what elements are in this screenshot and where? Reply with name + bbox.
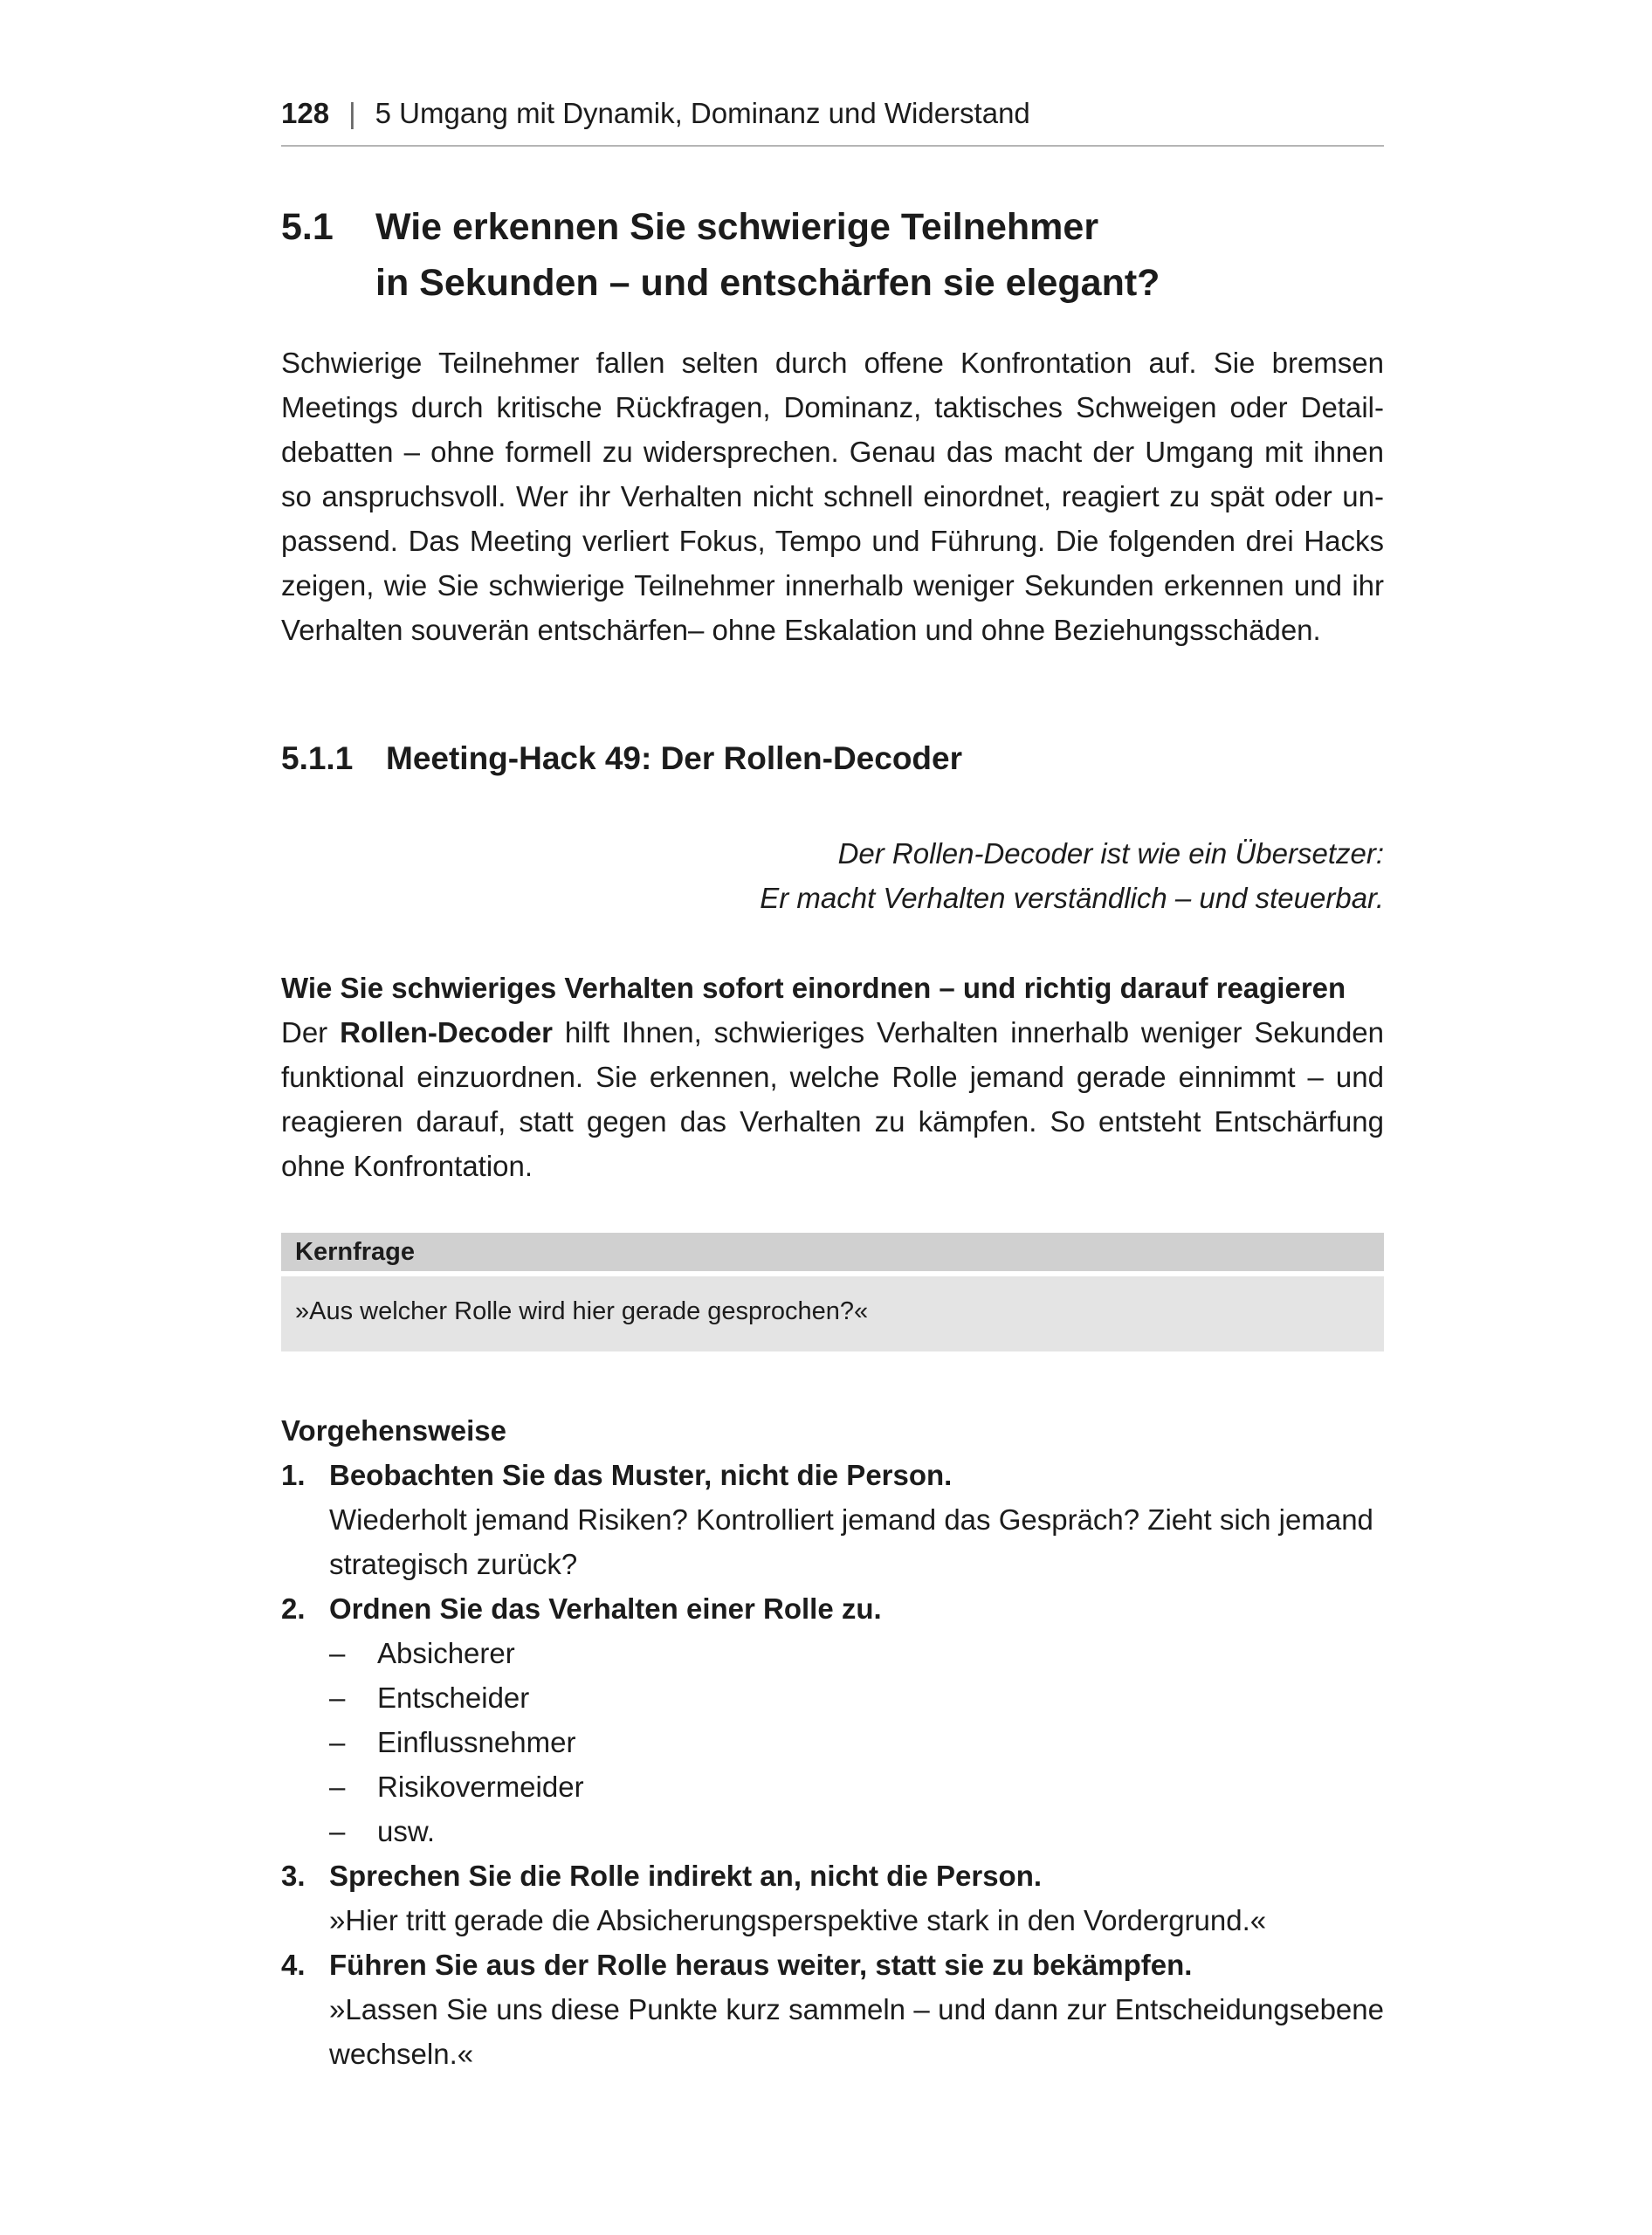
motto-quote	[281, 831, 1384, 920]
step-text: »Lassen Sie uns diese Punkte kurz sammeln – und dann zur Entscheidungsebene	[329, 1993, 1384, 2025]
dash-bullet: –	[329, 1815, 346, 1847]
subsection-title: Meeting-Hack 49: Der Rollen-Decoder	[386, 740, 963, 776]
step-text: Wiederholt jemand Risiken? Kontrolliert jemand das Gespräch? Zieht sich jemand	[329, 1503, 1373, 1536]
lead-text: hilft Ihnen, schwieriges Verhalten innerhalb weniger Sekunden	[552, 1016, 1384, 1049]
section-title-line: in Sekunden – und entschärfen sie elegant?	[375, 262, 1160, 304]
lead-line: reagieren darauf, statt gegen das Verhalten zu kämpfen. So entsteht Entschärfung	[281, 1105, 1384, 1138]
section-title-line: Wie erkennen Sie schwierige Teilnehmer	[375, 206, 1099, 248]
motto-line: Der Rollen-Decoder ist wie ein Übersetzer:	[837, 837, 1384, 870]
dash-bullet: –	[329, 1637, 346, 1669]
list-item	[329, 1631, 1384, 1675]
intro-line: so anspruchsvoll. Wer ihr Verhalten nicht schnell einordnet, reagiert zu spät oder un-	[281, 480, 1384, 512]
procedure-step	[281, 1586, 1384, 1853]
section-number: 5.1	[281, 206, 334, 248]
intro-line: Meetings durch kritische Rückfragen, Dominanz, taktisches Schweigen oder Detail-	[281, 391, 1384, 423]
subsection-heading	[281, 738, 962, 780]
chapter-title: 5 Umgang mit Dynamik, Dominanz und Widerstand	[375, 97, 1030, 129]
step-title: Beobachten Sie das Muster, nicht die Person.	[329, 1459, 953, 1491]
lead-text: Der	[281, 1016, 341, 1049]
step-title: Ordnen Sie das Verhalten einer Rolle zu.	[329, 1592, 882, 1625]
intro-paragraph	[281, 340, 1384, 652]
step-text: wechseln.«	[329, 2038, 474, 2070]
lead-line: funktional einzuordnen. Sie erkennen, welche Rolle jemand gerade einnimmt – und	[281, 1061, 1384, 1093]
motto-line: Er macht Verhalten verständlich – und steuerbar.	[760, 882, 1384, 914]
step-title: Führen Sie aus der Rolle heraus weiter, statt sie zu bekämpfen.	[329, 1949, 1193, 1981]
intro-line: debatten – ohne formell zu widersprechen. Genau das macht der Umgang mit ihnen	[281, 436, 1384, 468]
list-item	[329, 1675, 1384, 1720]
intro-line: passend. Das Meeting verliert Fokus, Tempo und Führung. Die folgenden drei Hacks	[281, 525, 1384, 557]
kernfrage-label-bar	[281, 1233, 1384, 1271]
role-item: Entscheider	[377, 1681, 530, 1714]
dash-bullet: –	[329, 1726, 346, 1758]
intro-line: Verhalten souverän entschärfen– ohne Eskalation und ohne Beziehungsschäden.	[281, 614, 1321, 646]
step-number: 1.	[281, 1459, 306, 1491]
step-title: Sprechen Sie die Rolle indirekt an, nicht die Person.	[329, 1860, 1043, 1892]
lead-line	[281, 1010, 1384, 1055]
list-item	[329, 1764, 1384, 1809]
bold-term: Rollen-Decoder	[340, 1016, 553, 1049]
dash-bullet: –	[329, 1771, 346, 1803]
role-item: Risikovermeider	[377, 1771, 584, 1803]
procedure-step	[281, 1453, 1384, 1586]
lead-heading: Wie Sie schwieriges Verhalten sofort einordnen – und richtig darauf reagieren	[281, 972, 1346, 1004]
procedure-section	[281, 1408, 1384, 2076]
procedure-step	[281, 1943, 1384, 2076]
role-item: usw.	[377, 1815, 436, 1847]
list-item	[329, 1809, 1384, 1853]
step-number: 4.	[281, 1949, 306, 1981]
intro-line: zeigen, wie Sie schwierige Teilnehmer innerhalb weniger Sekunden erkennen und ihr	[281, 569, 1384, 602]
step-number: 2.	[281, 1592, 306, 1625]
lead-line: ohne Konfrontation.	[281, 1150, 533, 1182]
step-text: strategisch zurück?	[329, 1548, 578, 1580]
lead-paragraph	[281, 966, 1384, 1188]
intro-line: Schwierige Teilnehmer fallen selten durch offene Konfrontation auf. Sie bremsen	[281, 347, 1384, 379]
role-item: Einflussnehmer	[377, 1726, 576, 1758]
list-item	[329, 1720, 1384, 1764]
step-number: 3.	[281, 1860, 306, 1892]
running-header	[281, 96, 1384, 147]
procedure-heading: Vorgehensweise	[281, 1414, 506, 1447]
page-number: 128	[281, 97, 330, 129]
header-separator: |	[348, 97, 356, 129]
kernfrage-label: Kernfrage	[295, 1238, 415, 1266]
subsection-number: 5.1.1	[281, 740, 354, 776]
kernfrage-question: »Aus welcher Rolle wird hier gerade gesprochen?«	[295, 1297, 869, 1325]
procedure-step	[281, 1853, 1384, 1943]
role-item: Absicherer	[377, 1637, 515, 1669]
kernfrage-box	[281, 1276, 1384, 1351]
dash-bullet: –	[329, 1681, 346, 1714]
step-text: »Hier tritt gerade die Absicherungsperspektive stark in den Vordergrund.«	[329, 1904, 1267, 1936]
